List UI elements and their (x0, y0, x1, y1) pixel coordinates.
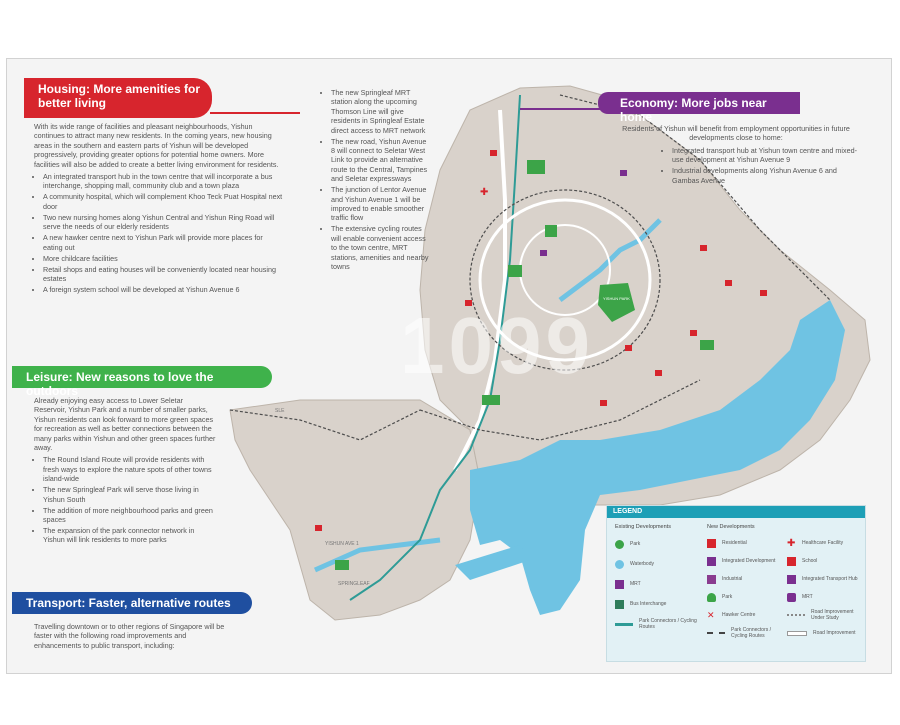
bus-interchange-swatch-icon (615, 600, 624, 609)
industrial-swatch-icon (707, 575, 716, 584)
existing-cycling-line-icon (615, 623, 633, 626)
legend-item: Industrial (722, 576, 743, 582)
housing-bullets (34, 172, 284, 294)
transport-bullets-block (322, 88, 432, 273)
residential-marker (700, 245, 707, 251)
springleaf-label: SPRINGLEAF (338, 581, 370, 587)
housing-bullet: • An integrated transport hub in the town centre that will incorporate a bus interchange, shopping mall, community club and a town plaza (43, 172, 284, 191)
tree-icon (707, 593, 716, 602)
park-swatch-icon (615, 540, 624, 549)
transport-banner: Transport: Faster, alternative routes (12, 592, 252, 614)
integrated-dev-marker (540, 250, 547, 256)
yishun-park-label: YISHUN PARK (603, 296, 630, 301)
legend-new-col-1 (707, 534, 787, 642)
economy-section (612, 124, 860, 187)
transport-hub-swatch-icon (787, 575, 796, 584)
school-swatch-icon (787, 557, 796, 566)
housing-bullet: • A community hospital, which will complement Khoo Teck Puat Hospital next door (43, 192, 284, 211)
residential-marker (760, 290, 767, 296)
road-study-line-icon (787, 614, 805, 616)
legend-item: Road Improvement Under Study (811, 609, 854, 621)
legend-existing-heading: Existing Developments (615, 524, 671, 530)
housing-bullet: • Retail shops and eating houses will be conveniently located near housing estates (43, 265, 284, 284)
leisure-banner: Leisure: New reasons to love the outdoors (12, 366, 272, 388)
housing-bullet: • A foreign system school will be developed at Yishun Avenue 6 (43, 285, 284, 294)
legend-item: Bus Interchange (630, 601, 667, 607)
leisure-section (34, 396, 216, 546)
housing-bullet: • More childcare facilities (43, 254, 284, 263)
transport-intro: Travelling downtown or to other regions of Singapore will be faster with the following road improvements and enhancements to public transport, including: (34, 622, 225, 650)
housing-accent-line (210, 112, 300, 114)
integrated-dev-swatch-icon (707, 557, 716, 566)
legend-new-col-2 (787, 534, 863, 642)
legend-new-heading: New Developments (707, 524, 755, 530)
housing-bullet: • A new hawker centre next to Yishun Park will provide more places for eating out (43, 233, 284, 252)
transport-bullet: • The extensive cycling routes will enable convenient access to the town centre, MRT stations, amenities and nearby towns (331, 224, 432, 271)
legend-item: MRT (630, 581, 641, 587)
transport-bullet: • The junction of Lentor Avenue and Yishun Avenue 1 will be improved to enable smoother traffic flow (331, 185, 432, 223)
new-mrt-swatch-icon (787, 593, 796, 602)
park-patch (700, 340, 714, 350)
mrt-swatch-icon (615, 580, 624, 589)
leisure-bullet: • The new Springleaf Park will serve those living in Yishun South (43, 485, 216, 504)
economy-accent-line (520, 108, 600, 110)
housing-intro: With its wide range of facilities and pleasant neighbourhoods, Yishun continues to attract many new residents. In the coming years, new housing areas in the southern and eastern parts of Yishun will be developed progressively, providing greater options for potential home owners. More facilities will also be added to create a better living environment for residents. (34, 122, 279, 169)
watermark: 1099 (400, 301, 594, 390)
legend-item: Road Improvement (813, 630, 856, 636)
hawker-cutlery-icon: ✕ (707, 609, 715, 620)
residential-marker (725, 280, 732, 286)
legend-box (606, 505, 866, 662)
transport-bullet: • The new road, Yishun Avenue 8 will connect to Seletar West Link to provide an alternative route to the Central, Tampines and Seletar expressways (331, 137, 432, 184)
transport-intro-block (34, 622, 234, 653)
new-cycling-line-icon (707, 632, 725, 634)
reservoir-tail (455, 545, 530, 580)
housing-section (34, 122, 284, 296)
healthcare-icon: ✚ (480, 187, 489, 198)
park-patch (482, 395, 500, 405)
legend-item: Residential (722, 540, 747, 546)
residential-marker (690, 330, 697, 336)
legend-item: Park (722, 594, 733, 600)
economy-bullet: • Industrial developments along Yishun Avenue 6 and Gambas Avenue (672, 166, 860, 185)
legend-title: LEGEND (607, 506, 865, 518)
residential-marker (315, 525, 322, 531)
residential-marker (600, 400, 607, 406)
legend-item: Waterbody (630, 561, 654, 567)
leisure-bullet: • The Round Island Route will provide residents with fresh ways to explore the nature spots of other towns island-wide (43, 455, 216, 483)
leisure-bullet: • The expansion of the park connector network in Yishun will link residents to more parks (43, 526, 216, 545)
road-label-sle: SLE (275, 408, 285, 414)
residential-marker (655, 370, 662, 376)
economy-bullet: • Integrated transport hub at Yishun town centre and mixed-use development at Yishun Avenue 9 (672, 146, 860, 165)
legend-item: Park (630, 541, 641, 547)
leisure-bullets (34, 455, 216, 544)
legend-item: Park Connectors / Cycling Routes (731, 627, 772, 639)
legend-item: Hawker Centre (722, 612, 756, 618)
legend-item: Integrated Development (722, 558, 776, 564)
transport-bullets (322, 88, 432, 272)
housing-bullet: • Two new nursing homes along Yishun Central and Yishun Ring Road will serve the needs of our elderly residents (43, 213, 284, 232)
park-patch (335, 560, 349, 570)
park-patch (527, 160, 545, 174)
legend-item: Integrated Transport Hub (802, 576, 858, 582)
park-patch (545, 225, 557, 237)
legend-existing-col (615, 534, 701, 634)
economy-banner: Economy: More jobs near home (598, 92, 800, 114)
healthcare-cross-icon: ✚ (787, 537, 796, 549)
road-improvement-line-icon (787, 631, 807, 636)
land-west (230, 400, 480, 620)
waterbody-swatch-icon (615, 560, 624, 569)
transport-bullet: • The new Springleaf MRT station along the upcoming Thomson Line will give residents in Springleaf Estate direct access to MRT network (331, 88, 432, 135)
economy-bullets (612, 146, 860, 185)
residential-swatch-icon (707, 539, 716, 548)
road-label-ave1: YISHUN AVE 1 (325, 541, 359, 547)
leisure-bullet: • The addition of more neighbourhood parks and green spaces (43, 506, 216, 525)
legend-item: School (802, 558, 818, 564)
economy-intro: Residents of Yishun will benefit from employment opportunities in future developments close to home: (622, 124, 850, 143)
leisure-intro: Already enjoying easy access to Lower Seletar Reservoir, Yishun Park and a number of smaller parks, Yishun residents can look forward to more green spaces for recreation as well as better connections between the many parks within Yishun and other green spaces further away. (34, 396, 216, 453)
residential-marker (625, 345, 632, 351)
legend-item: Park Connectors / Cycling Routes (639, 618, 697, 630)
housing-banner: Housing: More amenities for better living (24, 78, 212, 118)
legend-item: MRT (802, 594, 813, 600)
residential-marker (490, 150, 497, 156)
park-patch (508, 265, 522, 277)
legend-item: Healthcare Facility (802, 540, 844, 546)
